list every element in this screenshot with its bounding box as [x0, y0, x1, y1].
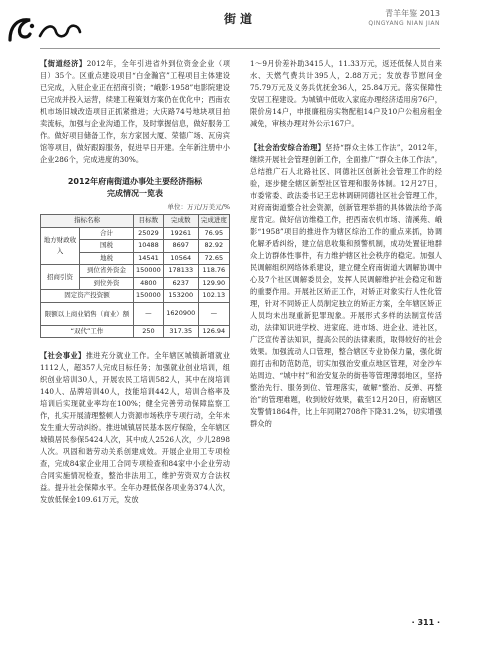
table-cell: 固定资产投资额	[41, 290, 134, 303]
ornament-icon	[8, 16, 38, 42]
safety-heading: 【社会治安综合治理】	[250, 143, 326, 152]
economy-text: 2012年，全年引进省外到位资金企业（项目）35个。区重点建设项目“白金瀚宫”工程项目主体建设已完成，入驻企业正在招商引资；“峨影·1958”电影院建设已完成并投入运营，续建工程策划方案仍在优化中；西南农机市场旧城改造项目正抓紧推进；大庆路74号地块项目拍卖流标，加强与企业沟通工作，及时掌握信息，做好服务工作。做好项目储备工作，东方家园大厦、荣德广场、瓦房宾馆等项目，做好跟踪服务，促进早日开建。全年新注册中小企业286个，完成进度的30%。	[40, 59, 230, 164]
table-cell: 限额以上商业销售（商业）额	[41, 302, 134, 325]
table-cell: 102.13	[198, 290, 229, 303]
header-divider	[40, 48, 440, 49]
table-cell: 8697	[163, 240, 198, 253]
left-column	[40, 58, 230, 506]
section-title: 街道	[223, 12, 256, 26]
table-row	[41, 265, 230, 278]
table-cell: 317.35	[163, 325, 198, 338]
table-header-cell: 完成进度	[198, 215, 229, 228]
right-column	[250, 58, 442, 430]
table-cell: 14541	[133, 252, 163, 265]
table-cell: 合计	[80, 227, 134, 240]
spacer	[250, 130, 442, 142]
table-cell: 118.76	[198, 265, 229, 278]
social-text: 推进充分就业工作。全年辖区城镇新增就业1112人，超357人完成目标任务；加强就业创业培训，组织创业培训30人，开展农民工培训582人，其中在岗培训140人、品牌培训40人，技能培训442人，培训合格率及培训后实现就业率均在100%；健全完善劳动保障监察工作，扎实开展清理整顿人力资源市场秩序专项行动，全年未发生重大劳动纠纷。推进城镇居民基本医疗保险，全年辖区城镇居民参保5424人次，其中成人2526人次，少儿2898人次。巩固和谐劳动关系创建成效。开展企业用工专项检查，完成84家企业用工合同专项检查和84家中小企业劳动合同实施情况检查，整治非法用工，维护劳资双方合法权益。提升社会保障水平。全年办理低保各项业务374人次，发放低保金109.61万元，发放	[40, 351, 230, 504]
table-header-cell: 目标数	[133, 215, 163, 228]
economy-paragraph	[40, 58, 230, 166]
table-cell: 10488	[133, 240, 163, 253]
table-cell: 6237	[163, 277, 198, 290]
table-header-cell: 完成数	[163, 215, 198, 228]
table-cell: 153200	[163, 290, 198, 303]
page-header	[0, 0, 480, 50]
social-paragraph	[40, 350, 230, 506]
spacer	[40, 338, 230, 350]
economic-indicators-table	[40, 214, 230, 338]
group-cell: 招商引资	[41, 265, 80, 290]
table-cell: 10564	[163, 252, 198, 265]
table-cell: 76.95	[198, 227, 229, 240]
table-row	[41, 227, 230, 240]
table-cell: —	[133, 302, 163, 325]
social-heading: 【社会事业】	[40, 351, 86, 360]
table-subtitle: 完成情况一览表	[107, 189, 163, 198]
table-cell: 82.92	[198, 240, 229, 253]
table-cell: 到位省外资金	[80, 265, 134, 278]
table-cell: 4800	[133, 277, 163, 290]
table-cell: 126.94	[198, 325, 229, 338]
group-cell: 地方财政收入	[41, 227, 80, 265]
table-header-row	[41, 215, 230, 228]
table-cell: —	[198, 302, 229, 325]
table-cell: 129.90	[198, 277, 229, 290]
economy-heading: 【街道经济】	[40, 59, 87, 68]
table-cell: 19261	[163, 227, 198, 240]
table-cell: 250	[133, 325, 163, 338]
table-row	[41, 290, 230, 303]
table-cell: 25029	[133, 227, 163, 240]
table-cell: 1620900	[163, 302, 198, 325]
table-unit: 单位：万元/万美元/%	[167, 203, 230, 211]
table-header-cell: 指标名称	[41, 215, 134, 228]
swirl-icon	[38, 22, 82, 40]
yearbook-title: 青羊年鉴 2013	[385, 9, 440, 18]
table-cell: 178133	[163, 265, 198, 278]
table-cell: 地税	[80, 252, 134, 265]
table-cell: 150000	[133, 265, 163, 278]
table-cell: 到位外资	[80, 277, 134, 290]
table-cell: 150000	[133, 290, 163, 303]
yearbook-subtitle: QINGYANG NIAN JIAN	[368, 20, 440, 27]
table-cell: “双代”工作	[41, 325, 134, 338]
page-number: · 311 ·	[411, 618, 440, 627]
safety-text: 坚持“群众主体工作法”，2012年，继续开展社会管理创新工作，全面推广“群众主体工作法”，总结推广石人北路社区、同德社区创新社会管理工作的经验，逐步健全辖区新型社区管理和服务体制。12月27日，市委常委、政法委书记王忠林调研同德社区社会管理工作，对府南街道整合社会资源，创新管理举措的具体做法给予高度肯定。做好信访维稳工作，把西南农机市场、清溪苑、峨影“1958”项目的推进作为辖区综治工作的重点来抓，协调化解矛盾纠纷，建立信息收集和预警机制，成功处置征地群众上访群体性事件，有力维护辖区社会秩序的稳定。加强人民调解组织网络体系建设，建立健全府南街道大调解协调中心及7个社区调解委员会，发挥人民调解维护社会稳定和谐的重要作用。开展社区矫正工作，对矫正对象实行人性化管理，针对不同矫正人员制定独立的矫正方案，全年辖区矫正人员均未出现重新犯罪现象。开展形式多样的法制宣传活动，法律知识进学校、进家庭、进市场、进企业、进社区，广泛宣传普法知识，提高公民的法律素质，取得较好的社会效果。加强流动人口管理，整合辖区专业协保力量，强化街面打击和防范防范，切实加强治安重点地区管理，对金沙车站周边、“城中村”和治安复杂的街巷等管理薄弱地区，坚持整治先行、服务到位、管理落实，破解“整治、反弹、再整治”的管理难题，收到较好效果，截至12月20日，府南辖区发警情1864件，比上年同期2708件下降31.2%，切实增强群众的	[250, 143, 442, 428]
yearbook-logo	[8, 16, 82, 44]
table-title: 2012年府南街道办事处主要经济指标	[67, 177, 203, 186]
social-continued-paragraph: 1～9月价差补助3415人，11.33万元，返还低保人员自来水、天燃气费共计395人，2.88万元；发放春节慰问金75.79万元及义务兵优抚金36人，25.84万元。落实保障性安居工程建设。为城镇中低收入家庭办理经济适用房76户，限价房14户，申报廉租房实物配租14户及10户公租房租金减免，审核办理对外公示167户。	[250, 59, 442, 128]
table-cell: 72.65	[198, 252, 229, 265]
safety-paragraph	[250, 142, 442, 430]
table-cell: 国税	[80, 240, 134, 253]
table-row	[41, 302, 230, 325]
table-row	[41, 325, 230, 338]
